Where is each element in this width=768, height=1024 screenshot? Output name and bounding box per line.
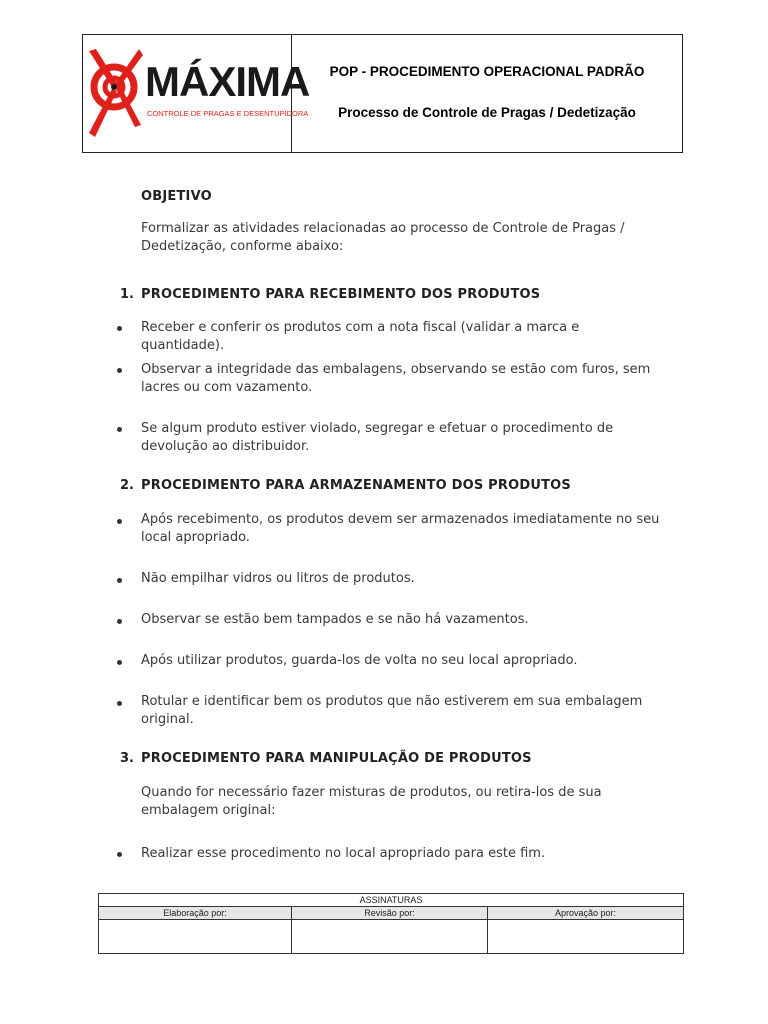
- bullet-icon: [117, 619, 122, 624]
- header-title-cell: [292, 35, 682, 152]
- bullet-icon: [117, 519, 122, 524]
- bullet-icon: [117, 578, 122, 583]
- bullet-icon: [117, 427, 122, 432]
- bullet-icon: [117, 326, 122, 331]
- bullet-icon: [117, 368, 122, 373]
- section-number: 1.: [120, 287, 134, 302]
- objective-heading: OBJETIVO: [141, 189, 212, 204]
- list-item: Após utilizar produtos, guarda-los de volta no seu local apropriado.: [141, 653, 578, 668]
- signatures-table: [98, 893, 684, 954]
- signature-field-review[interactable]: [292, 920, 488, 954]
- list-item: Realizar esse procedimento no local apropriado para este fim.: [141, 846, 546, 861]
- list-item: Receber e conferir os produtos com a nota fiscal (validar a marca e quantidade).: [141, 320, 580, 353]
- signature-field-elaboration[interactable]: [99, 920, 292, 954]
- bullet-icon: [117, 660, 122, 665]
- list-item: Observar a integridade das embalagens, observando se estão com furos, sem lacres ou com vazamento.: [141, 362, 651, 395]
- section-title: PROCEDIMENTO PARA ARMAZENAMENTO DOS PRODUTOS: [141, 478, 571, 493]
- list-item: Rotular e identificar bem os produtos que não estiverem em sua embalagem original.: [141, 694, 643, 727]
- document-subtitle: Processo de Controle de Pragas / Dedetização: [338, 105, 636, 120]
- document-header: [82, 34, 683, 153]
- list-item: Observar se estão bem tampados e se não há vazamentos.: [141, 612, 529, 627]
- column-header-review: Revisão por:: [292, 907, 488, 920]
- list-item: Se algum produto estiver violado, segregar e efetuar o procedimento de devolução ao distribuidor.: [141, 421, 614, 454]
- section-number: 2.: [120, 478, 134, 493]
- objective-text: Formalizar as atividades relacionadas ao processo de Controle de Pragas / Dedetização, conforme abaixo:: [141, 221, 625, 254]
- signatures-title: ASSINATURAS: [99, 894, 684, 907]
- section-title: PROCEDIMENTO PARA MANIPULAÇÃO DE PRODUTOS: [141, 751, 532, 766]
- list-item: Não empilhar vidros ou litros de produtos.: [141, 571, 415, 586]
- section-intro: Quando for necessário fazer misturas de produtos, ou retira-los de sua embalagem original:: [141, 785, 602, 818]
- logo-tagline: CONTROLE DE PRAGAS E DESENTUPIDORA: [147, 109, 309, 118]
- logo-brand-text: MÁXIMA: [145, 58, 310, 105]
- bullet-icon: [117, 701, 122, 706]
- company-logo: [83, 35, 310, 152]
- section-title: PROCEDIMENTO PARA RECEBIMENTO DOS PRODUTOS: [141, 287, 541, 302]
- column-header-elaboration: Elaboração por:: [99, 907, 292, 920]
- list-item: Após recebimento, os produtos devem ser armazenados imediatamente no seu local apropriado.: [141, 512, 660, 545]
- column-header-approval: Aprovação por:: [488, 907, 684, 920]
- section-number: 3.: [120, 751, 134, 766]
- document-title: POP - PROCEDIMENTO OPERACIONAL PADRÃO: [329, 64, 645, 79]
- signature-field-approval[interactable]: [488, 920, 684, 954]
- bullet-icon: [117, 852, 122, 857]
- target-logo-icon: [87, 45, 145, 145]
